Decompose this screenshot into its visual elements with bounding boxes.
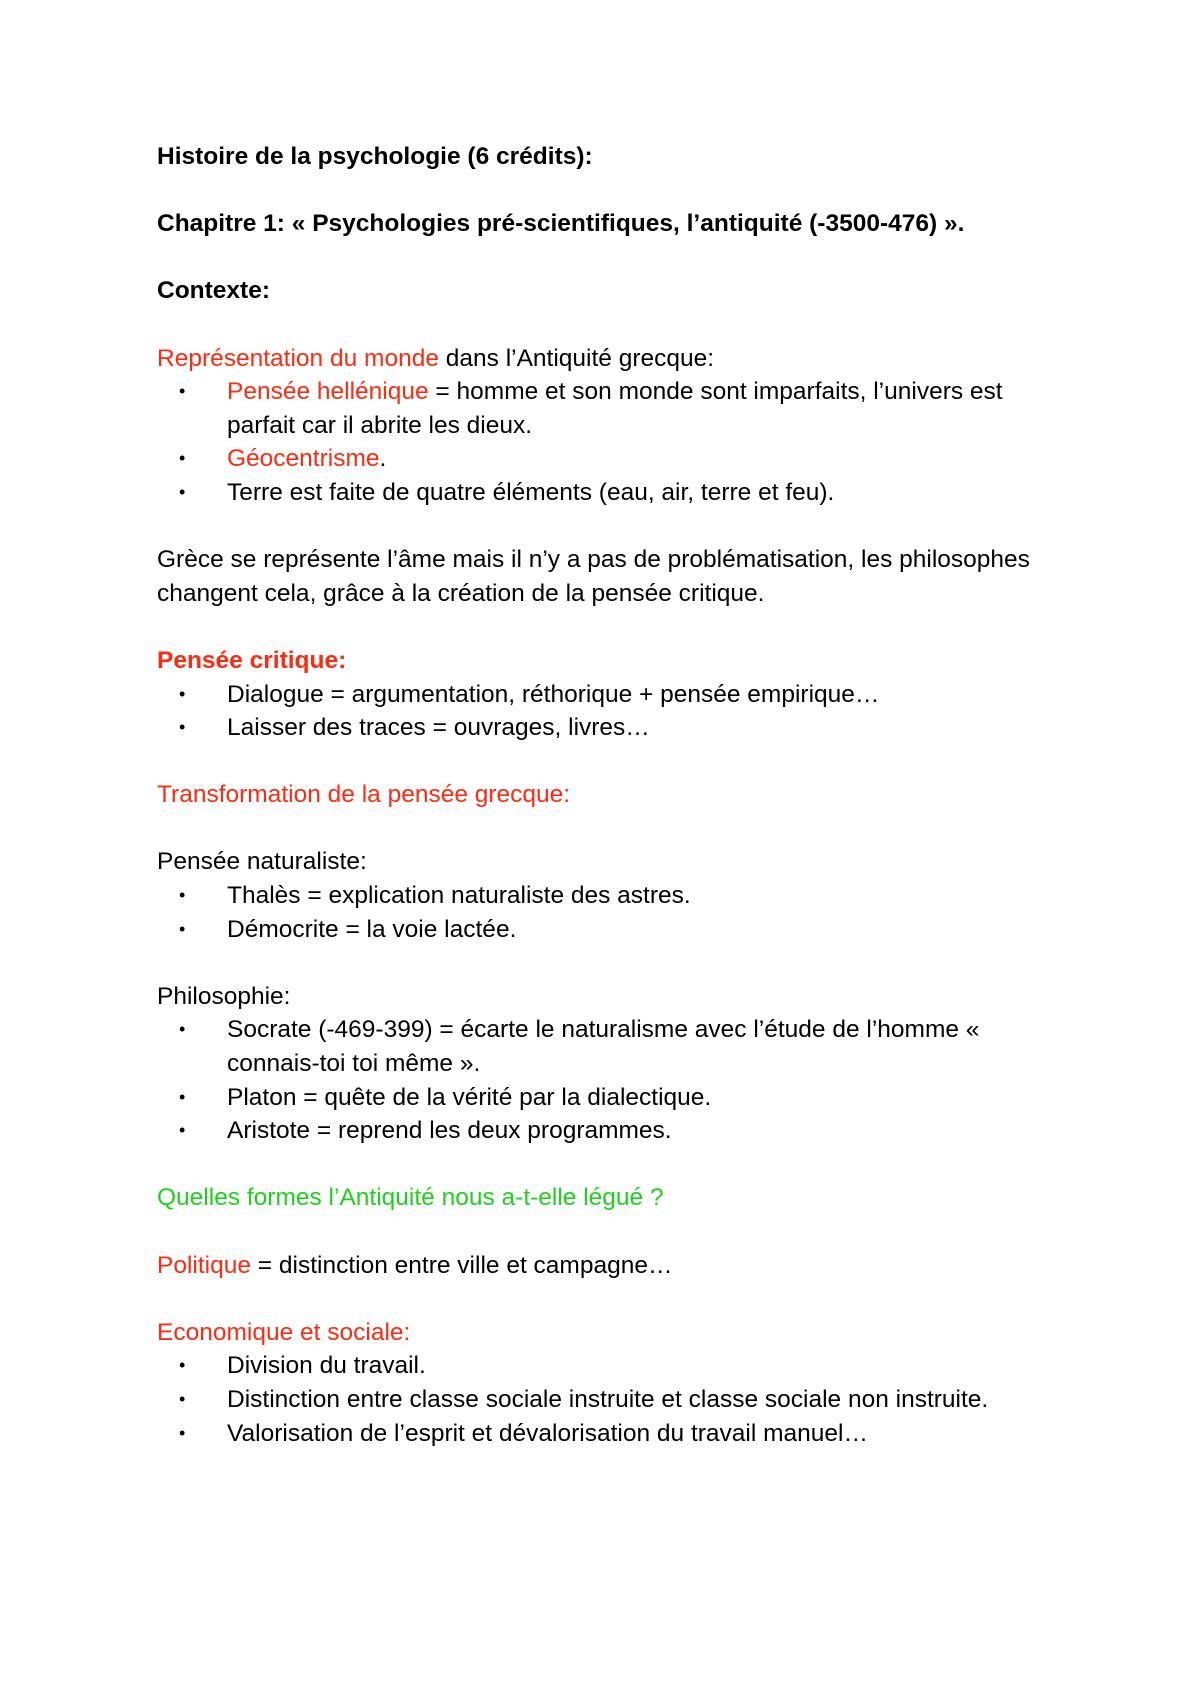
document-page — [157, 140, 1057, 1450]
document-title: Histoire de la psychologie (6 crédits): — [157, 143, 593, 170]
economique-list — [157, 1349, 1057, 1450]
list-item: • Valorisation de l’esprit et dévalorisation du travail manuel… — [157, 1417, 1057, 1451]
list-item: • Dialogue = argumentation, réthorique + pensée empirique… — [157, 678, 1057, 712]
naturaliste-list — [157, 879, 1057, 946]
list-item — [157, 476, 1057, 510]
transformation-heading: Transformation de la pensée grecque: — [157, 781, 571, 809]
representation-label: Représentation du monde — [157, 344, 439, 372]
philosophie-list — [157, 1013, 1057, 1147]
politique-text: = distinction entre ville et campagne… — [250, 1251, 673, 1279]
list-item-text: = homme et son monde sont imparfaits, l’univers est parfait car il abrite les dieux. — [227, 378, 1003, 439]
list-item: • Thalès = explication naturaliste des astres. — [157, 879, 1057, 913]
pensee-critique-list — [157, 678, 1057, 745]
list-item-label: Pensée hellénique — [227, 378, 429, 406]
list-item — [157, 375, 1057, 442]
list-item: • Démocrite = la voie lactée. — [157, 913, 1057, 947]
list-item-text: Terre est faite de quatre éléments (eau, air, terre et feu). — [227, 478, 835, 506]
list-item: • Platon = quête de la vérité par la dialectique. — [157, 1081, 1057, 1115]
economique-heading: Economique et sociale: — [157, 1318, 411, 1346]
list-item: • Aristote = reprend les deux programmes. — [157, 1114, 1057, 1148]
representation-rest: dans l’Antiquité grecque: — [438, 344, 715, 372]
representation-list — [157, 375, 1057, 509]
pensee-critique-heading: Pensée critique: — [157, 646, 347, 674]
naturaliste-heading: Pensée naturaliste: — [157, 848, 367, 876]
question-line: Quelles formes l’Antiquité nous a-t-elle légué ? — [157, 1184, 664, 1212]
representation-line — [157, 342, 1057, 376]
list-item — [157, 442, 1057, 476]
politique-label: Politique — [157, 1251, 251, 1279]
list-item: • Distinction entre classe sociale instruite et classe sociale non instruite. — [157, 1383, 1057, 1417]
grece-paragraph: Grèce se représente l’âme mais il n’y a pas de problématisation, les philosophes changent cela, grâce à la création de la pensée critique. — [157, 546, 1030, 607]
list-item-text: . — [379, 445, 387, 473]
list-item: • Division du travail. — [157, 1349, 1057, 1383]
list-item: • Socrate (-469-399) = écarte le naturalisme avec l’étude de l’homme « connais-toi toi même ». — [157, 1013, 1057, 1080]
philosophie-heading: Philosophie: — [157, 982, 291, 1010]
chapter-heading: Chapitre 1: « Psychologies pré-scientifiques, l’antiquité (-3500-476) ». — [157, 210, 965, 238]
list-item-label: Géocentrisme — [227, 445, 380, 473]
list-item: • Laisser des traces = ouvrages, livres… — [157, 711, 1057, 745]
context-heading: Contexte: — [157, 277, 270, 305]
politique-line — [157, 1249, 1057, 1283]
